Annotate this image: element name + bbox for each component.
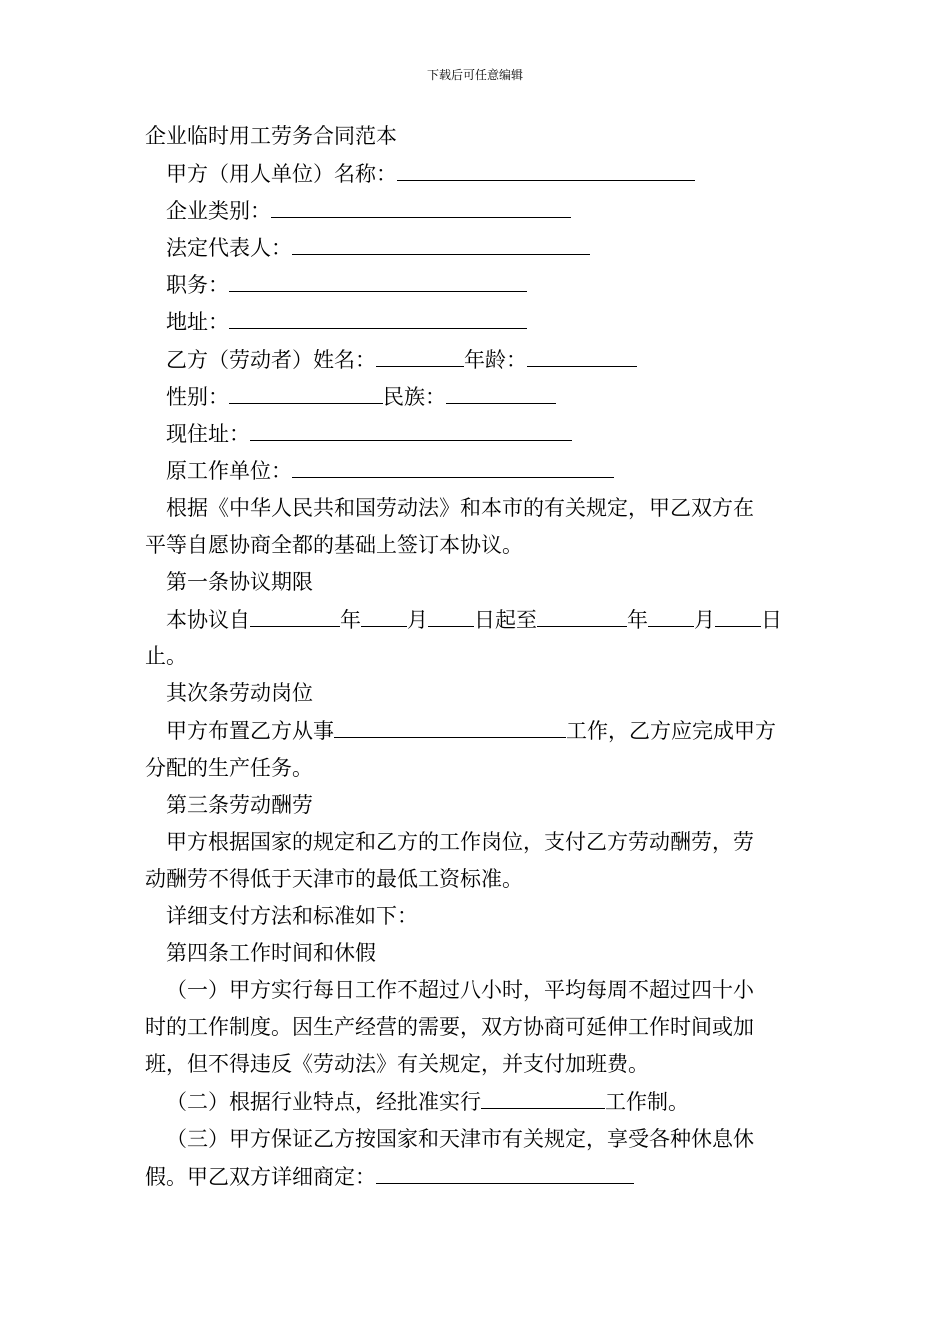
party-a-type-label: 企业类别： — [166, 199, 271, 223]
party-b-age-field[interactable] — [527, 346, 637, 367]
start-day-field[interactable] — [428, 606, 474, 627]
page-header-note: 下载后可任意编辑 — [426, 68, 523, 82]
month-label-2: 月 — [694, 608, 715, 632]
party-b-name-label: 乙方（劳动者）姓名： — [166, 348, 376, 372]
year-label-1: 年 — [340, 608, 361, 632]
work-system-tail: 工作制。 — [605, 1090, 689, 1114]
article-3-line-2: 动酬劳不得低于天津市的最低工资标准。 — [145, 867, 523, 891]
doc-title: 企业临时用工劳务合同范本 — [145, 124, 397, 148]
party-a-address-row — [166, 308, 527, 335]
party-a-address-label: 地址： — [166, 310, 229, 334]
end-month-field[interactable] — [648, 606, 694, 627]
article-3-line-3: 详细支付方法和标准如下： — [166, 904, 418, 928]
article-4-title: 第四条工作时间和休假 — [166, 941, 376, 965]
intro-line-1: 根据《中华人民共和国劳动法》和本市的有关规定，甲乙双方在 — [166, 496, 754, 520]
party-b-age-label: 年龄： — [464, 348, 527, 372]
article-4-clause-1-line-1: （一）甲方实行每日工作不超过八小时，平均每周不超过四十小 — [166, 978, 754, 1002]
party-b-address-row — [166, 420, 572, 447]
party-b-ethnic-label: 民族： — [383, 385, 446, 409]
work-system-field[interactable] — [481, 1088, 605, 1109]
party-a-rep-field[interactable] — [292, 234, 590, 255]
article-4-clause-2-row — [166, 1088, 689, 1115]
party-b-ethnic-field[interactable] — [446, 383, 556, 404]
month-label-1: 月 — [407, 608, 428, 632]
end-day-field[interactable] — [715, 606, 761, 627]
day-to-label: 日起至 — [474, 608, 537, 632]
party-b-gender-label: 性别： — [166, 385, 229, 409]
party-b-name-field[interactable] — [376, 346, 464, 367]
party-b-address-field[interactable] — [250, 420, 572, 441]
article-3-title: 第三条劳动酬劳 — [166, 793, 313, 817]
leave-terms-field[interactable] — [376, 1163, 634, 1184]
party-a-position-label: 职务： — [166, 273, 229, 297]
intro-line-2: 平等自愿协商全都的基础上签订本协议。 — [145, 533, 523, 557]
end-year-field[interactable] — [537, 606, 627, 627]
day-label: 日 — [761, 608, 782, 632]
period-start-label: 本协议自 — [166, 608, 250, 632]
article-3-line-1: 甲方根据国家的规定和乙方的工作岗位，支付乙方劳动酬劳，劳 — [166, 830, 754, 854]
article-1-end: 止。 — [145, 644, 187, 668]
party-b-address-label: 现住址： — [166, 422, 250, 446]
article-4-clause-3-line-1: （三）甲方保证乙方按国家和天津市有关规定，享受各种休息休 — [166, 1127, 754, 1151]
leave-terms-label: 假。甲乙双方详细商定： — [145, 1165, 376, 1189]
article-1-period-row — [166, 606, 782, 633]
party-a-name-field[interactable] — [397, 160, 695, 181]
article-4-clause-1-line-3: 班，但不得违反《劳动法》有关规定，并支付加班费。 — [145, 1052, 649, 1076]
start-year-field[interactable] — [250, 606, 340, 627]
party-a-position-field[interactable] — [229, 271, 527, 292]
article-1-title: 第一条协议期限 — [166, 570, 313, 594]
start-month-field[interactable] — [361, 606, 407, 627]
year-label-2: 年 — [627, 608, 648, 632]
party-b-gender-row — [166, 383, 556, 410]
party-a-type-field[interactable] — [271, 197, 571, 218]
post-field[interactable] — [334, 717, 566, 738]
party-a-address-field[interactable] — [229, 308, 527, 329]
party-a-name-row — [166, 160, 695, 187]
party-b-prev-unit-row — [166, 457, 614, 484]
party-a-position-row — [166, 271, 527, 298]
post-label: 甲方布置乙方从事 — [166, 719, 334, 743]
article-2-title: 其次条劳动岗位 — [166, 681, 313, 705]
article-4-clause-1-line-2: 时的工作制度。因生产经营的需要，双方协商可延伸工作时间或加 — [145, 1015, 754, 1039]
party-b-prev-unit-label: 原工作单位： — [166, 459, 292, 483]
party-a-rep-row — [166, 234, 590, 261]
post-label-tail: 工作，乙方应完成甲方 — [566, 719, 776, 743]
party-a-name-label: 甲方（用人单位）名称： — [166, 162, 397, 186]
party-a-type-row — [166, 197, 571, 224]
article-4-clause-3-row — [145, 1163, 634, 1190]
article-2-post-row — [166, 717, 776, 744]
article-2-line-2: 分配的生产任务。 — [145, 756, 313, 780]
party-a-rep-label: 法定代表人： — [166, 236, 292, 260]
party-b-name-row — [166, 346, 637, 373]
party-b-gender-field[interactable] — [229, 383, 383, 404]
party-b-prev-unit-field[interactable] — [292, 457, 614, 478]
work-system-label: （二）根据行业特点，经批准实行 — [166, 1090, 481, 1114]
